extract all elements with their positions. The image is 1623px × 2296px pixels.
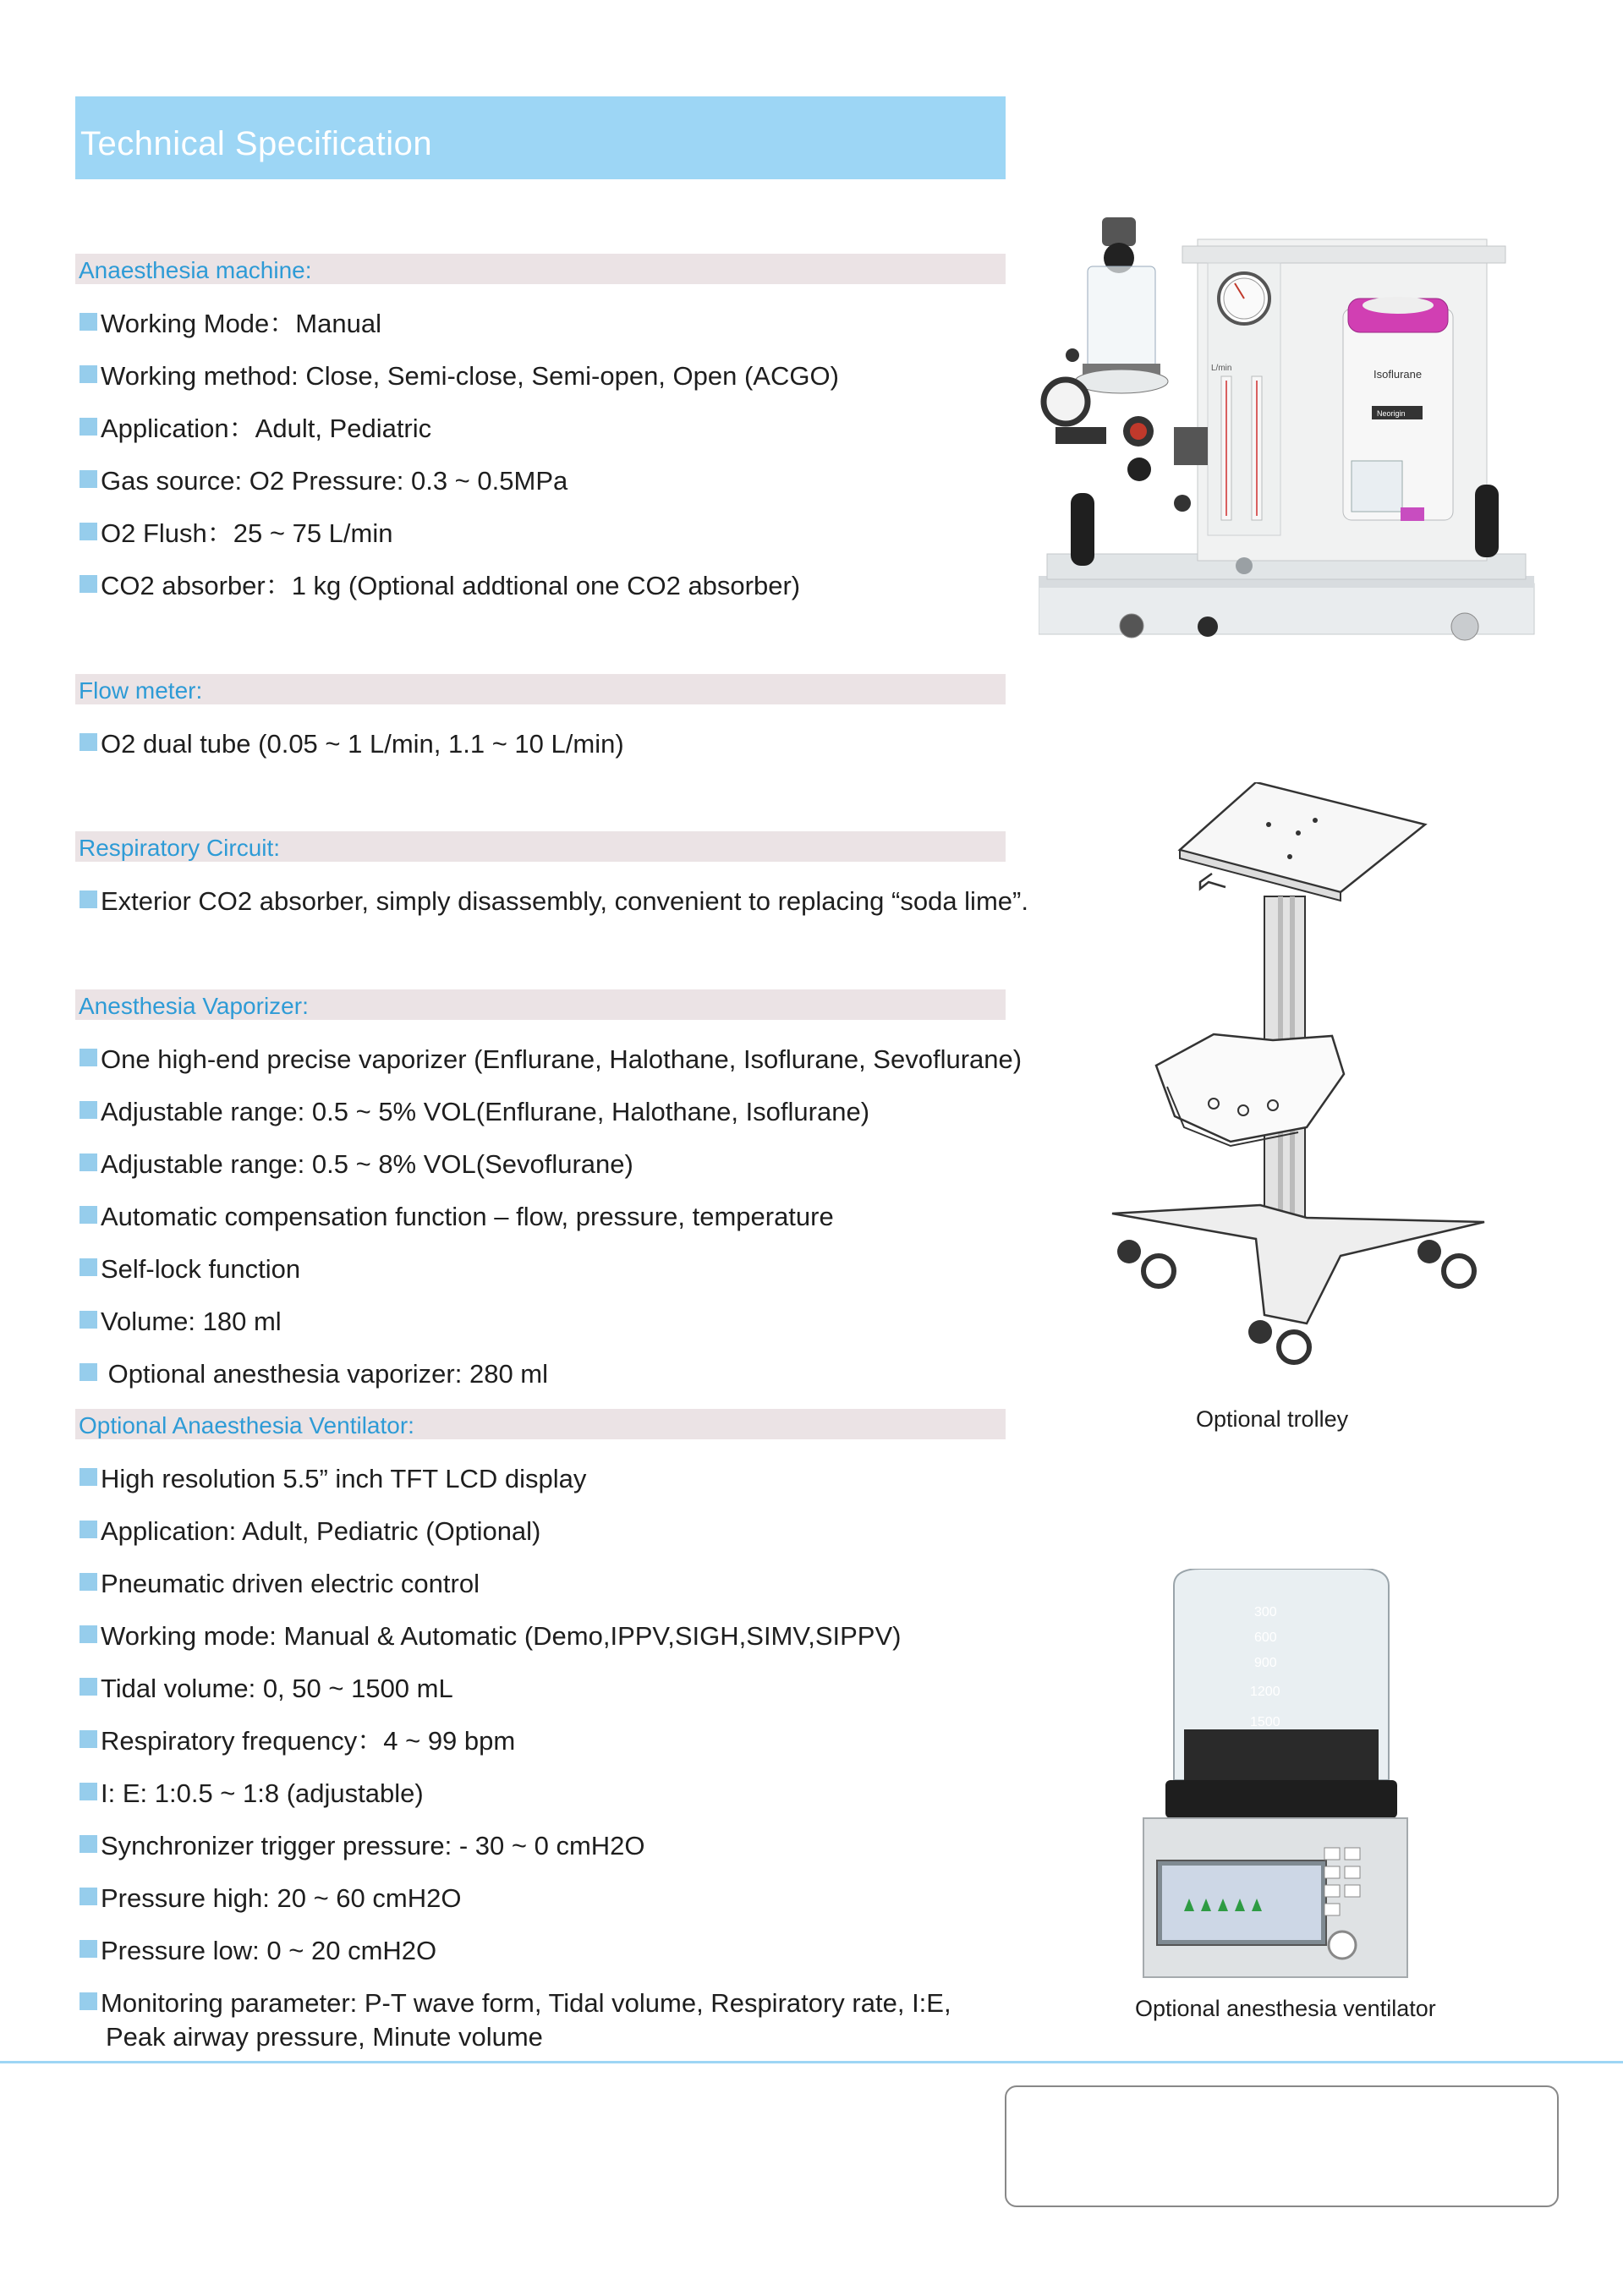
vaporizer-agent-label: Isoflurane — [1374, 368, 1423, 381]
section-heading: Flow meter: — [79, 677, 203, 704]
spec-item: O2 Flush：25 ~ 75 L/min — [80, 514, 392, 551]
spec-item: Working Mode：Manual — [80, 304, 381, 342]
spec-item: Optional anesthesia vaporizer: 280 ml — [80, 1355, 548, 1392]
bullet-square-icon — [80, 890, 97, 908]
section-header-anesthesia-vaporizer — [75, 989, 1006, 1020]
spec-item: Respiratory frequency：4 ~ 99 bpm — [80, 1722, 515, 1759]
flowmeter-label: L/min — [1211, 364, 1232, 373]
spec-item: Gas source: O2 Pressure: 0.3 ~ 0.5MPa — [80, 462, 568, 499]
ventilator-caption: Optional anesthesia ventilator — [1135, 1996, 1436, 2021]
section-header-respiratory-circuit — [75, 831, 1006, 862]
bullet-square-icon — [80, 1521, 97, 1538]
spec-item: High resolution 5.5” inch TFT LCD display — [80, 1460, 586, 1497]
spec-item: CO2 absorber：1 kg (Optional addtional one CO2 absorber) — [80, 567, 800, 604]
bullet-square-icon — [80, 1468, 97, 1486]
bullet-square-icon — [80, 470, 97, 488]
section-heading: Optional Anaesthesia Ventilator: — [79, 1412, 414, 1438]
bullet-square-icon — [80, 575, 97, 593]
brand-label: Neorigin — [1377, 409, 1406, 418]
ventilator-scale-mark: 300 — [1254, 1605, 1277, 1619]
bullet-square-icon — [80, 523, 97, 540]
bullet-square-icon — [80, 1573, 97, 1591]
spec-item: Adjustable range: 0.5 ~ 8% VOL(Sevoflurane) — [80, 1145, 633, 1182]
section-heading: Respiratory Circuit: — [79, 835, 281, 861]
spec-item: Automatic compensation function – flow, pressure, temperature — [80, 1197, 834, 1235]
section-header-optional-ventilator — [75, 1409, 1006, 1439]
section-heading: Anesthesia Vaporizer: — [79, 993, 309, 1019]
trolley-caption: Optional trolley — [1196, 1406, 1349, 1432]
bullet-square-icon — [80, 1783, 97, 1800]
spec-item: Application：Adult, Pediatric — [80, 409, 431, 447]
spec-item-continuation: Peak airway pressure, Minute volume — [106, 2022, 543, 2052]
bullet-square-icon — [80, 1730, 97, 1748]
bullet-square-icon — [80, 1153, 97, 1171]
spec-item: Monitoring parameter: P-T wave form, Tidal volume, Respiratory rate, I:E, Peak airway pressure, Minute volume — [80, 1984, 951, 2021]
spec-item: Synchronizer trigger pressure: - 30 ~ 0 cmH2O — [80, 1827, 645, 1864]
spec-item: Working mode: Manual & Automatic (Demo,IPPV,SIGH,SIMV,SIPPV) — [80, 1617, 901, 1654]
spec-item: One high-end precise vaporizer (Enflurane, Halothane, Isoflurane, Sevoflurane) — [80, 1040, 1022, 1077]
spec-item: O2 dual tube (0.05 ~ 1 L/min, 1.1 ~ 10 L/min) — [80, 725, 624, 762]
bullet-square-icon — [80, 365, 97, 383]
spec-item: Pressure high: 20 ~ 60 cmH2O — [80, 1879, 461, 1916]
footer-divider — [0, 2061, 1623, 2063]
bullet-square-icon — [80, 1258, 97, 1276]
title-banner — [75, 96, 1006, 179]
spec-item: Volume: 180 ml — [80, 1302, 282, 1340]
spec-item: Tidal volume: 0, 50 ~ 1500 mL — [80, 1669, 453, 1707]
bullet-square-icon — [80, 418, 97, 436]
bullet-square-icon — [80, 1888, 97, 1905]
trolley-image — [1087, 782, 1501, 1374]
ventilator-scale-mark: 900 — [1254, 1656, 1277, 1670]
bullet-square-icon — [80, 1625, 97, 1643]
bullet-square-icon — [80, 1311, 97, 1329]
bullet-square-icon — [80, 1206, 97, 1224]
spec-item: Working method: Close, Semi-close, Semi-open, Open (ACGO) — [80, 357, 839, 394]
section-heading: Anaesthesia machine: — [79, 257, 312, 283]
ventilator-scale-mark: 600 — [1254, 1630, 1277, 1645]
spec-item: Pressure low: 0 ~ 20 cmH2O — [80, 1932, 436, 1969]
bullet-square-icon — [80, 1101, 97, 1119]
spec-item: Exterior CO2 absorber, simply disassembly, convenient to replacing “soda lime”. — [80, 882, 1028, 919]
spec-item: Pneumatic driven electric control — [80, 1564, 480, 1602]
section-header-anaesthesia-machine — [75, 254, 1006, 284]
contact-box — [1005, 2085, 1559, 2207]
spec-item: Adjustable range: 0.5 ~ 5% VOL(Enflurane, Halothane, Isoflurane) — [80, 1093, 869, 1130]
bullet-square-icon — [80, 1678, 97, 1696]
ventilator-scale-mark: 1200 — [1250, 1685, 1280, 1699]
ventilator-scale-mark: 1500 — [1250, 1715, 1280, 1729]
bullet-square-icon — [80, 313, 97, 331]
spec-item: I: E: 1:0.5 ~ 1:8 (adjustable) — [80, 1774, 424, 1811]
spec-item: Self-lock function — [80, 1250, 300, 1287]
bullet-square-icon — [80, 1940, 97, 1958]
anaesthesia-machine-image — [1039, 216, 1543, 649]
bullet-square-icon — [80, 1049, 97, 1066]
bullet-square-icon — [80, 1835, 97, 1853]
bullet-square-icon — [80, 1992, 97, 2010]
page-title: Technical Specification — [80, 125, 433, 162]
bullet-square-icon — [80, 733, 97, 751]
ventilator-image — [1133, 1569, 1412, 1979]
section-header-flow-meter — [75, 674, 1006, 704]
spec-item: Application: Adult, Pediatric (Optional) — [80, 1512, 540, 1549]
bullet-square-icon — [80, 1363, 97, 1381]
